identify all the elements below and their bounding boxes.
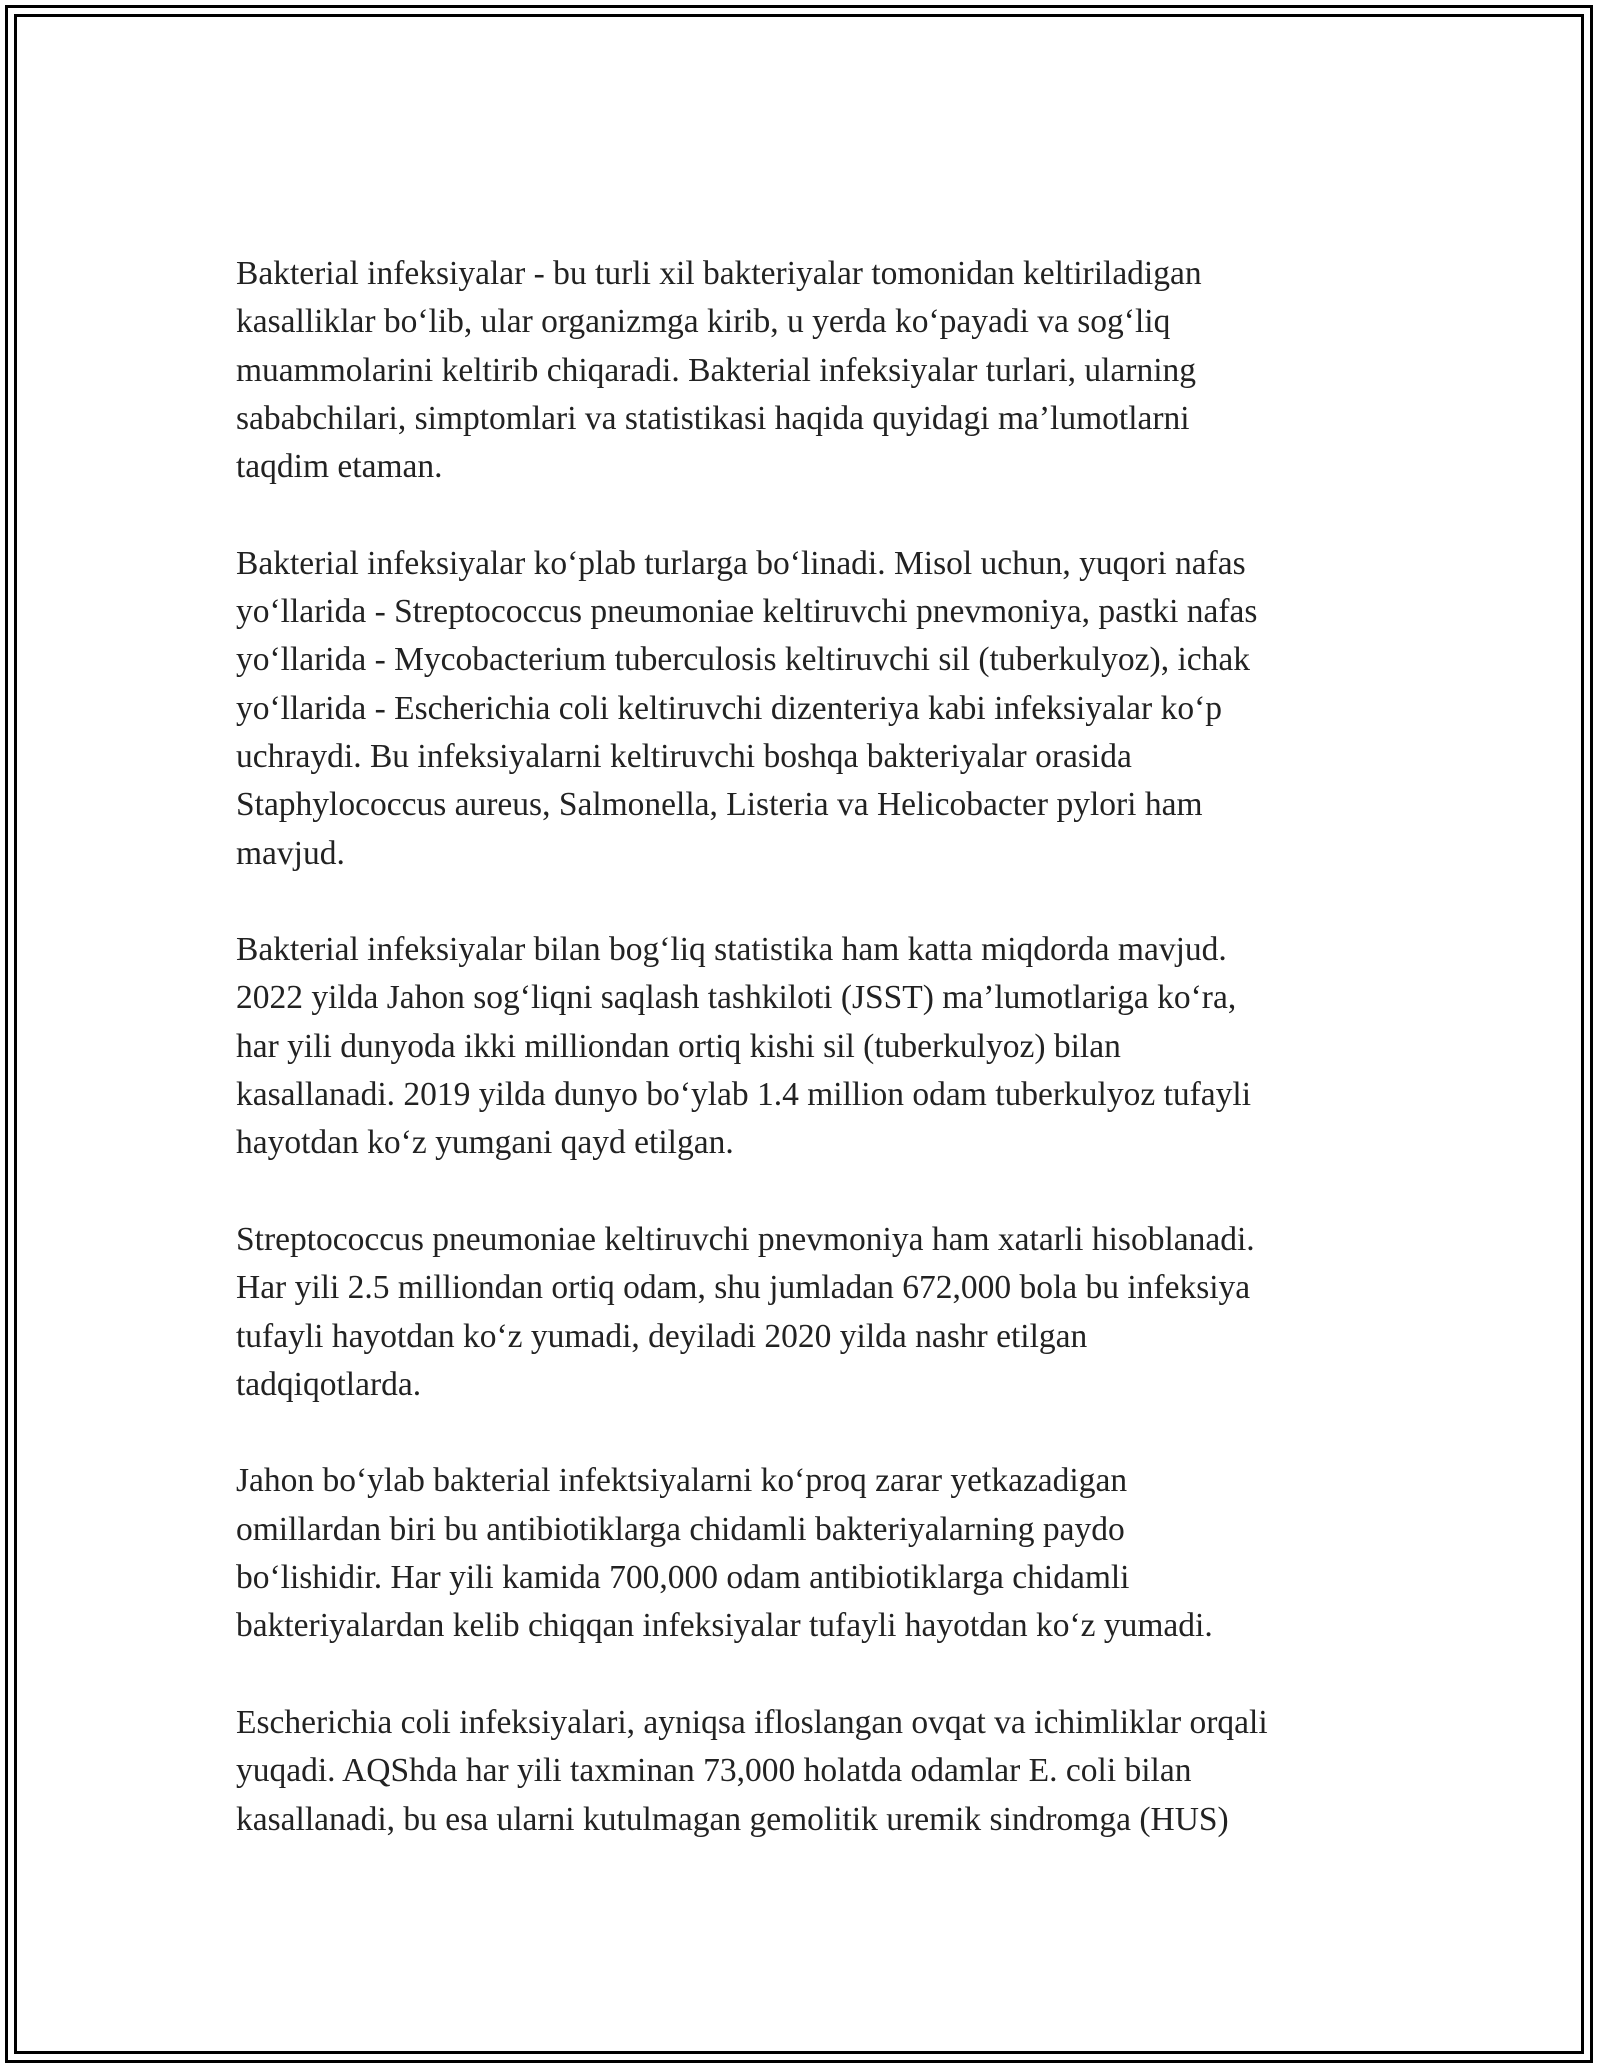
paragraph-statistics: Bakterial infeksiyalar bilan bog‘liq statistika ham katta miqdorda mavjud. 2022 yilda Jahon sog‘liqni saqlash tashkiloti (JSST) ma’lumotlariga ko‘ra, har yili dunyoda ikki milliondan ortiq kishi sil (tuberkulyoz) bilan kasallanadi. 2019 yilda dunyo bo‘ylab 1.4 million odam tuberkulyoz tufayli hayotdan ko‘z yumgani qayd etilgan. [236,931,1252,1162]
paragraph-intro: Bakterial infeksiyalar - bu turli xil bakteriyalar tomonidan keltiriladigan kasalliklar bo‘lib, ular organizmga kirib, u yerda ko‘payadi va sog‘liq muammolarini keltirib chiqaradi. Bakterial infeksiyalar turlari, ularning sababchilari, simptomlari va statistikasi haqida quyidagi ma’lumotlarni taqdim etaman. [236,255,1202,486]
paragraph-ecoli: Escherichia coli infeksiyalari, ayniqsa ifloslangan ovqat va ichimliklar orqali yuqadi. AQShda har yili taxminan 73,000 holatda odamlar E. coli bilan kasallanadi, bu esa ularni kutulmagan gemolitik uremik sindromga (HUS) [236,1703,1268,1838]
paragraph-antibiotic-resistance: Jahon bo‘ylab bakterial infektsiyalarni ko‘proq zarar yetkazadigan omillardan biri bu antibiotiklarga chidamli bakteriyalarning paydo bo‘lishidir. Har yili kamida 700,000 odam antibiotiklarga chidamli bakteriyalardan kelib chiqqan infeksiyalar tufayli hayotdan ko‘z yumadi. [236,1462,1213,1645]
paragraph-types: Bakterial infeksiyalar ko‘plab turlarga bo‘linadi. Misol uchun, yuqori nafas yo‘llarida - Streptococcus pneumoniae keltiruvchi pnevmoniya, pastki nafas yo‘llarida - Mycobacterium tuberculosis keltiruvchi sil (tuberkulyoz), ichak yo‘llarida - Escherichia coli keltiruvchi dizenteriya kabi infeksiyalar ko‘p uchraydi. Bu infeksiyalarni keltiruvchi boshqa bakteriyalar orasida Staphylococcus aureus, Salmonella, Listeria va Helicobacter pylori ham mavjud. [236,544,1258,872]
paragraph-pneumonia: Streptococcus pneumoniae keltiruvchi pnevmoniya ham xatarli hisoblanadi. Har yili 2.5 milliondan ortiq odam, shu jumladan 672,000 bola bu infeksiya tufayli hayotdan ko‘z yumadi, deyiladi 2020 yilda nashr etilgan tadqiqotlarda. [236,1220,1255,1403]
document-body [236,250,1376,1892]
